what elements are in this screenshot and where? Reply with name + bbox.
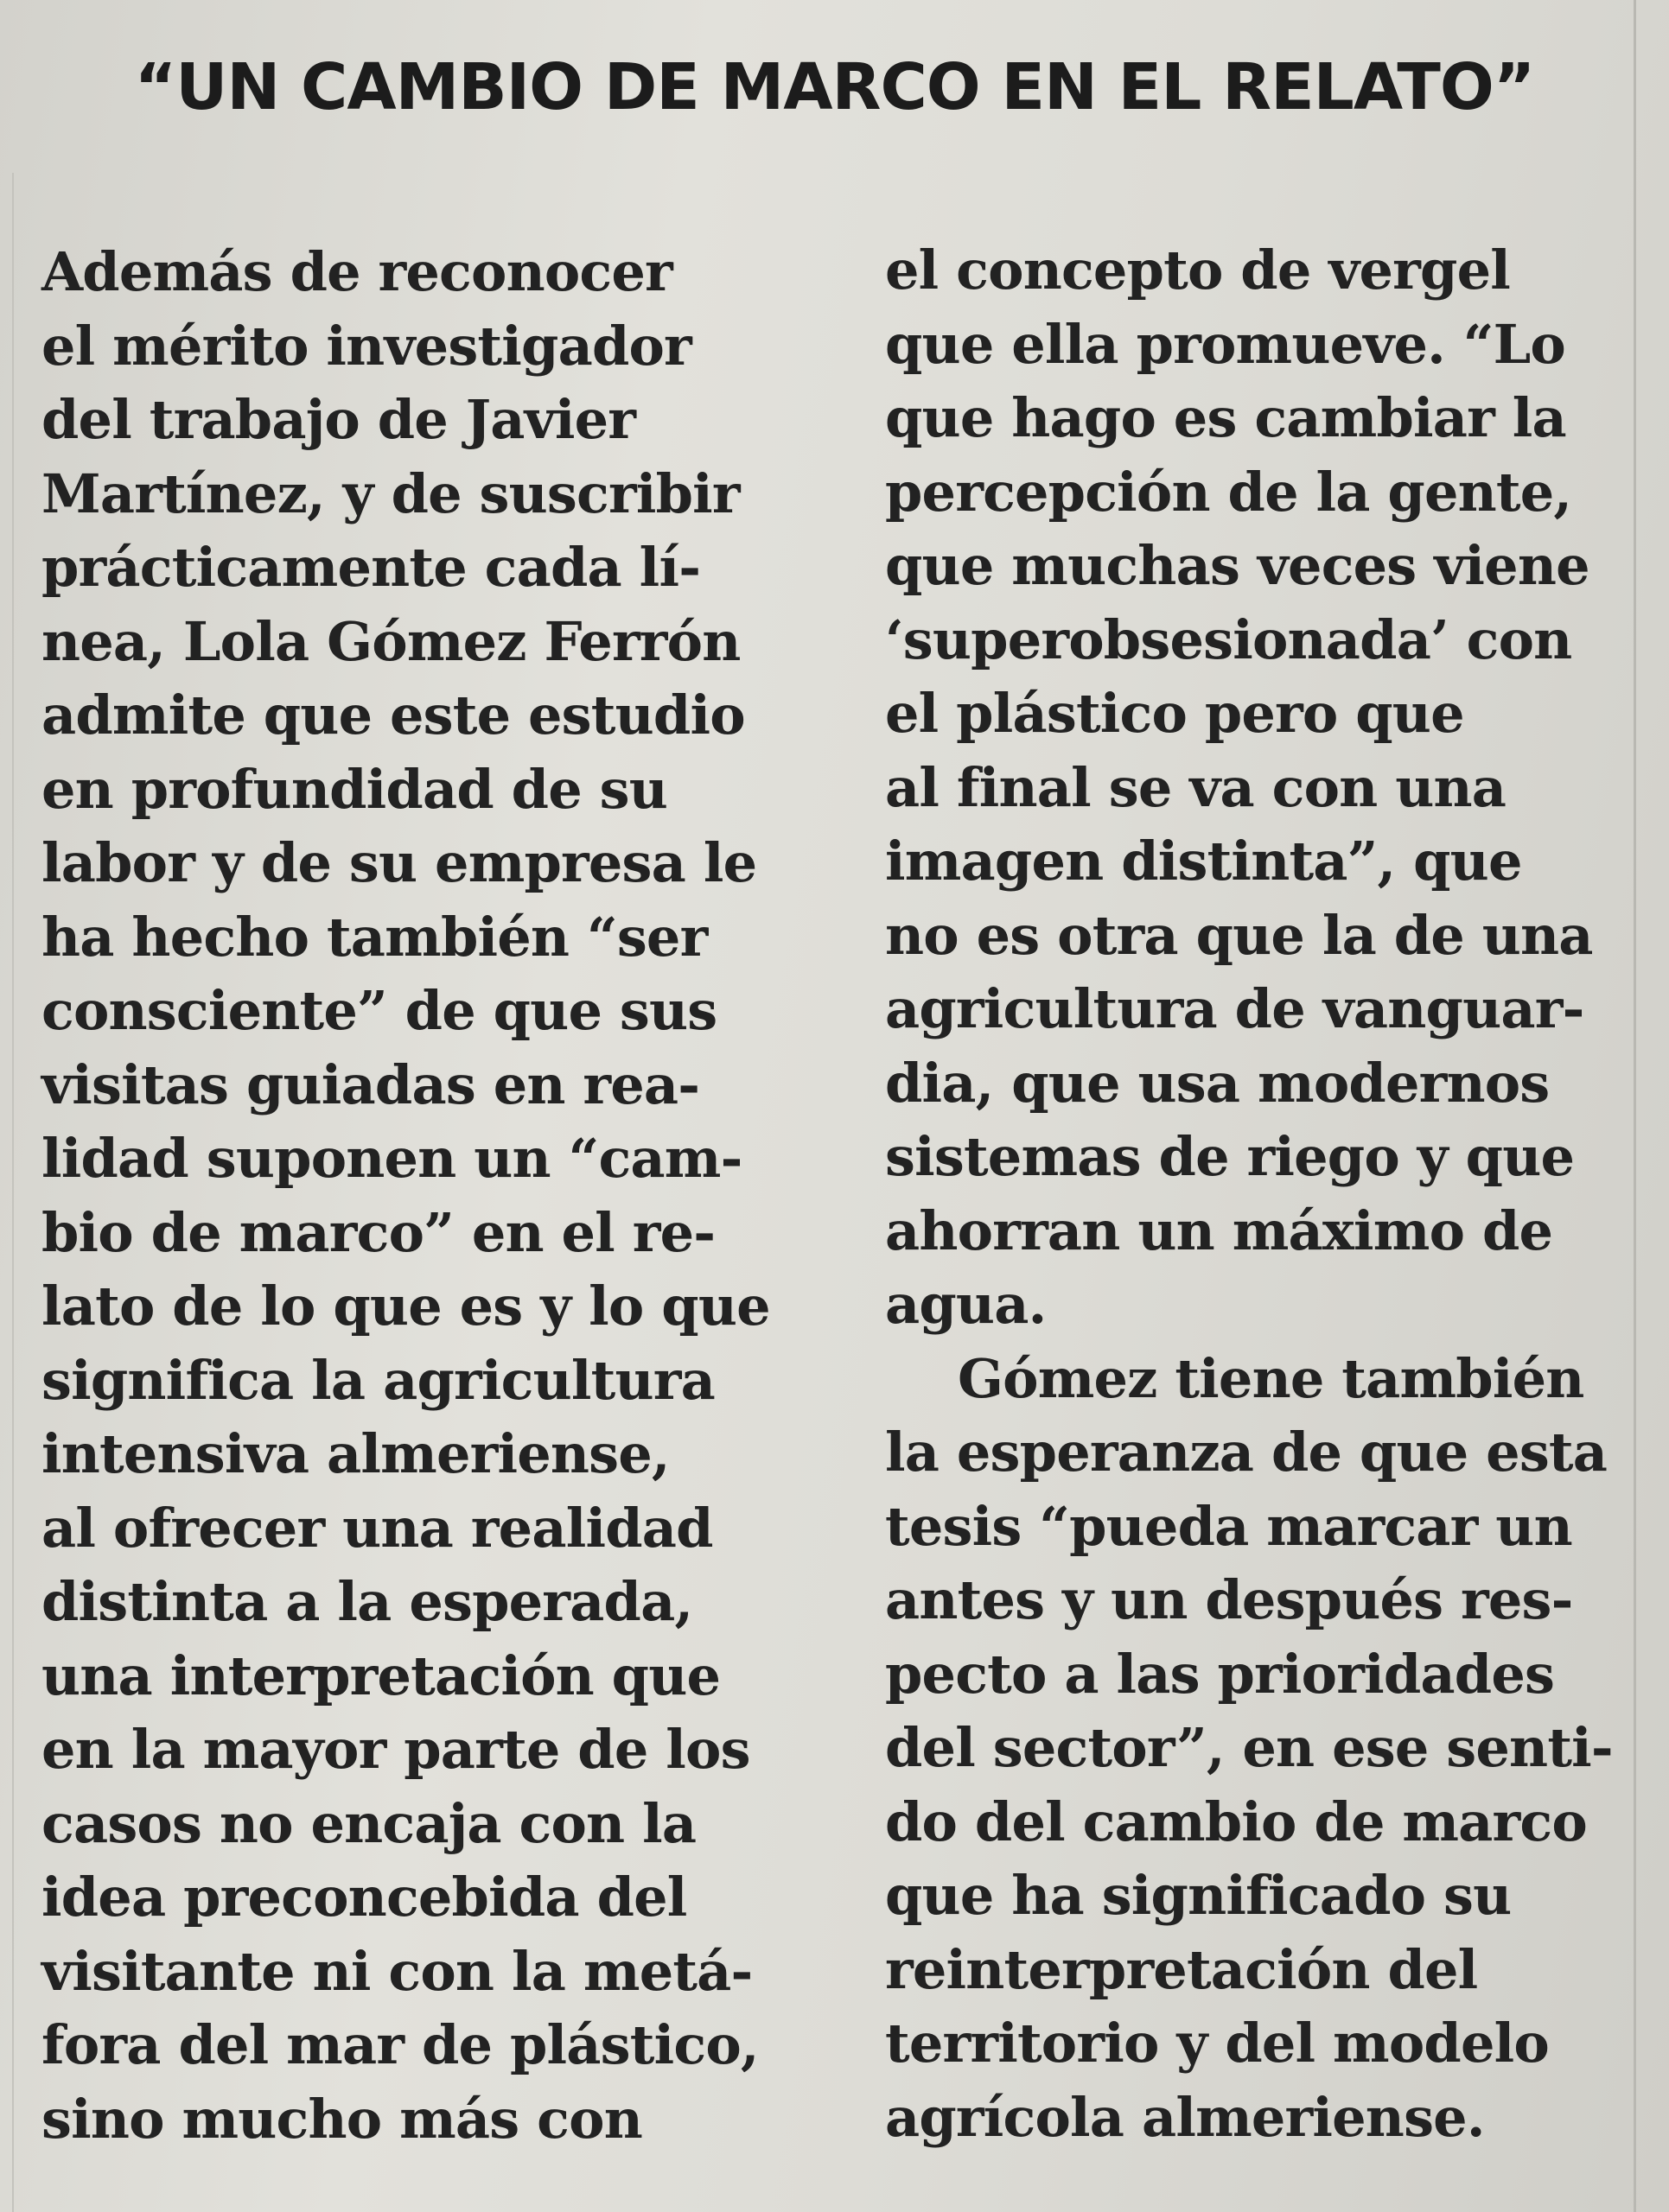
text-line: Además de reconocer — [41, 240, 672, 303]
text-line: que muchas veces viene — [885, 534, 1589, 597]
text-line: dia, que usa modernos — [885, 1051, 1550, 1115]
text-line: ahorran un máximo de — [885, 1198, 1553, 1262]
text-line: distinta a la esperada, — [41, 1570, 693, 1633]
text-line: do del cambio de marco — [885, 1789, 1587, 1853]
text-line: el plástico pero que — [885, 682, 1464, 745]
text-line: ‘superobsesionada’ con — [885, 607, 1572, 671]
text-line: percepción de la gente, — [885, 460, 1572, 524]
text-line: visitante ni con la metá- — [41, 1939, 753, 2003]
text-line: idea preconcebida del — [41, 1866, 687, 1929]
text-line: casos no encaja con la — [41, 1791, 697, 1855]
text-line: ha hecho también “ser — [41, 905, 708, 969]
text-line: lidad suponen un “cam- — [41, 1127, 742, 1190]
text-line: del trabajo de Javier — [41, 388, 636, 451]
text-line: en profundidad de su — [41, 757, 668, 821]
text-line: que ella promueve. “Lo — [885, 312, 1565, 376]
text-line: consciente” de que sus — [41, 979, 717, 1042]
text-line: que ha significado su — [885, 1864, 1512, 1927]
right-column — [885, 233, 1646, 2154]
left-column — [41, 235, 819, 2156]
text-line: labor y de su empresa le — [41, 831, 757, 894]
text-line: fora del mar de plástico, — [41, 2013, 759, 2076]
text-line: Martínez, y de suscribir — [41, 461, 740, 525]
text-line: en la mayor parte de los — [41, 1718, 750, 1781]
text-line: pecto a las prioridades — [885, 1642, 1555, 1706]
column-rule — [12, 173, 14, 2212]
text-line: significa la agricultura — [41, 1348, 715, 1412]
text-line: sistemas de riego y que — [885, 1125, 1575, 1188]
text-line: imagen distinta”, que — [885, 830, 1522, 893]
text-line: sino mucho más con — [41, 2087, 642, 2151]
text-line: el mérito investigador — [41, 314, 691, 378]
text-line: lato de lo que es y lo que — [41, 1274, 770, 1338]
text-line: agrícola almeriense. — [885, 2085, 1485, 2149]
text-line: que hago es cambiar la — [885, 386, 1566, 449]
text-line: Gómez tiene también — [958, 1346, 1584, 1410]
text-line: del sector”, en ese senti- — [885, 1716, 1613, 1779]
text-line: territorio y del modelo — [885, 2012, 1549, 2075]
text-line: no es otra que la de una — [885, 903, 1593, 967]
text-line: agricultura de vanguar- — [885, 977, 1584, 1040]
text-line: intensiva almeriense, — [41, 1422, 670, 1485]
text-line: prácticamente cada lí- — [41, 536, 701, 599]
text-line: admite que este estudio — [41, 683, 745, 747]
text-line: al ofrecer una realidad — [41, 1496, 713, 1560]
text-line: agua. — [885, 1273, 1047, 1336]
text-line: reinterpretación del — [885, 1937, 1478, 2001]
text-line: nea, Lola Gómez Ferrón — [41, 609, 741, 673]
text-line: una interpretación que — [41, 1643, 721, 1707]
text-line: la esperanza de que esta — [885, 1421, 1608, 1484]
text-line: antes y un después res- — [885, 1568, 1573, 1631]
headline: “UN CAMBIO DE MARCO EN EL RELATO” — [134, 50, 1535, 124]
text-line: visitas guiadas en rea- — [41, 1052, 700, 1116]
text-line: al final se va con una — [885, 755, 1507, 819]
text-line: tesis “pueda marcar un — [885, 1494, 1572, 1558]
text-line: bio de marco” en el re- — [41, 1200, 716, 1264]
text-line: el concepto de vergel — [885, 238, 1510, 302]
